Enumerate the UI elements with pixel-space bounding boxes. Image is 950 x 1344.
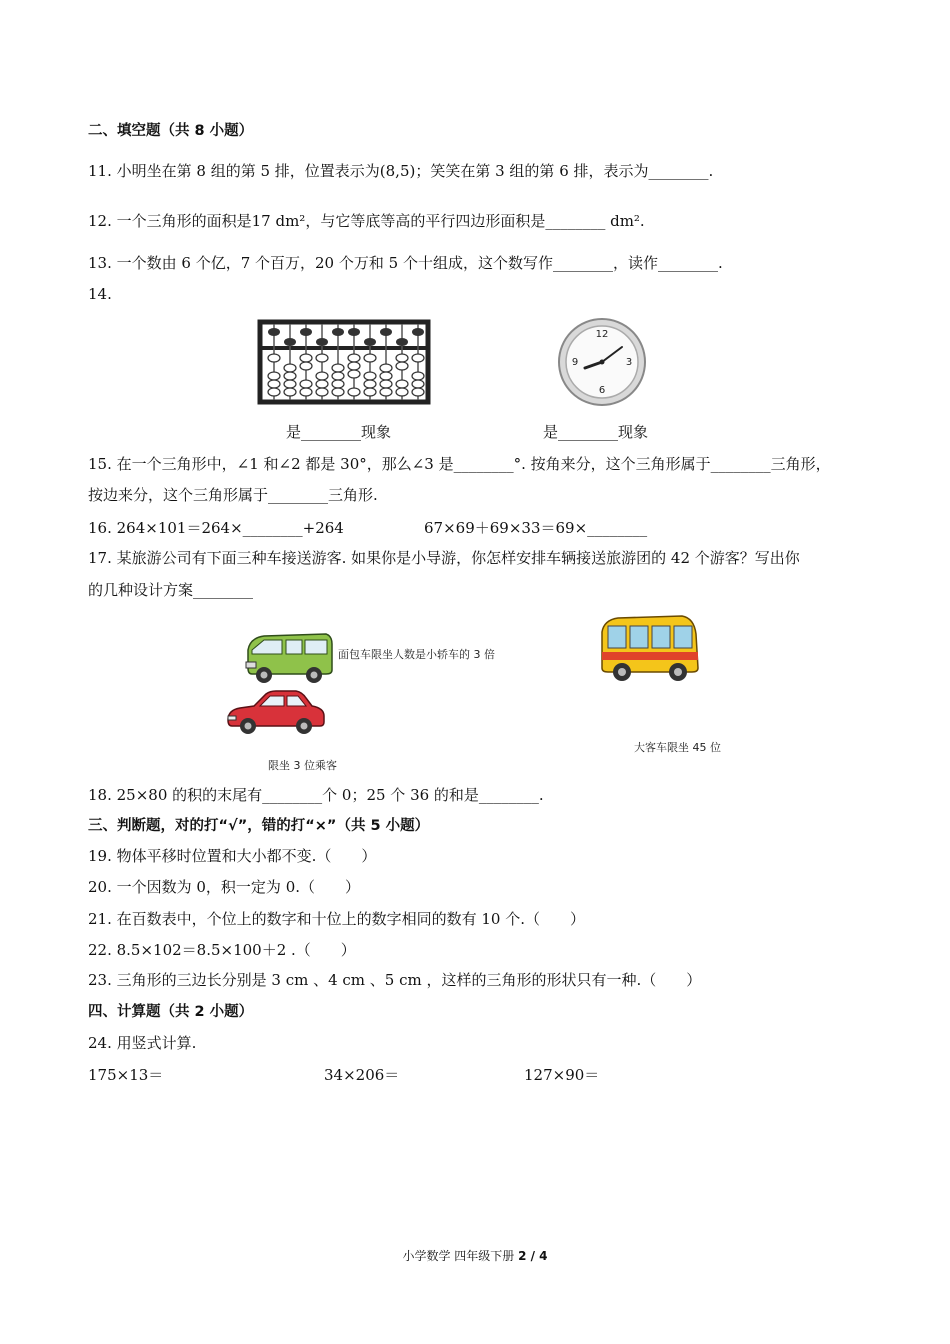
question-14: 14.	[88, 285, 112, 303]
section-title-calculation: 四、计算题（共 2 小题）	[88, 1004, 254, 1020]
clock-number-6: 6	[598, 385, 606, 396]
abacus-image	[256, 318, 432, 406]
question-23: 23. 三角形的三边长分别是 3 cm 、4 cm 、5 cm ，这样的三角形的形状只有一种.（ ）	[88, 971, 702, 989]
clock-number-3: 3	[625, 357, 633, 368]
question-24b: 34×206＝	[324, 1066, 400, 1084]
question-21: 21. 在百数表中，个位上的数字和十位上的数字相同的数有 10 个.（ ）	[88, 910, 586, 928]
clock-caption: 是________现象	[543, 423, 649, 441]
clock-image	[556, 316, 648, 408]
section-title-fill-blank: 二、填空题（共 8 小题）	[88, 123, 254, 139]
bus-label: 大客车限坐 45 位	[634, 741, 721, 754]
page-footer	[0, 1247, 950, 1264]
question-20: 20. 一个因数为 0，积一定为 0.（ ）	[88, 878, 361, 896]
car-label: 限坐 3 位乘客	[268, 759, 337, 772]
question-17-line2: 的几种设计方案________	[88, 581, 254, 599]
question-24: 24. 用竖式计算.	[88, 1034, 197, 1052]
footer-text: 小学数学 四年级下册	[402, 1249, 519, 1263]
question-22: 22. 8.5×102＝8.5×100＋2 .（ ）	[88, 941, 356, 959]
question-15-line2: 按边来分，这个三角形属于________三角形.	[88, 486, 378, 504]
question-24c: 127×90＝	[524, 1066, 600, 1084]
van-label: 面包车限坐人数是小轿车的 3 倍	[338, 648, 495, 661]
car-image	[224, 686, 328, 736]
section-title-true-false: 三、判断题，对的打“√”，错的打“×”（共 5 小题）	[88, 818, 430, 834]
question-11: 11. 小明坐在第 8 组的第 5 排，位置表示为(8,5)；笑笑在第 3 组的第 6 排，表示为________.	[88, 162, 714, 180]
question-17-line1: 17. 某旅游公司有下面三种车接送游客. 如果你是小导游，你怎样安排车辆接送旅游团的 42 个游客？写出你	[88, 549, 800, 567]
van-image	[242, 628, 334, 686]
bus-image	[598, 612, 702, 686]
question-18: 18. 25×80 的积的末尾有________个 0；25 个 36 的和是________.	[88, 786, 544, 804]
clock-number-9: 9	[571, 357, 579, 368]
question-13: 13. 一个数由 6 个亿，7 个百万，20 个万和 5 个十组成，这个数写作________，读作________.	[88, 254, 723, 272]
question-24a: 175×13＝	[88, 1066, 164, 1084]
question-15-line1: 15. 在一个三角形中，∠1 和∠2 都是 30°，那么∠3 是________°. 按角来分，这个三角形属于________三角形，	[88, 455, 831, 473]
page-number: 2 / 4	[518, 1249, 548, 1263]
question-16a: 16. 264×101＝264×________+264	[88, 519, 344, 537]
question-16b: 67×69＋69×33＝69×________	[424, 519, 648, 537]
question-19: 19. 物体平移时位置和大小都不变.（ ）	[88, 847, 377, 865]
abacus-caption: 是________现象	[286, 423, 392, 441]
clock-number-12: 12	[595, 329, 609, 340]
question-12: 12. 一个三角形的面积是17 dm²，与它等底等高的平行四边形面积是________ dm².	[88, 212, 645, 230]
